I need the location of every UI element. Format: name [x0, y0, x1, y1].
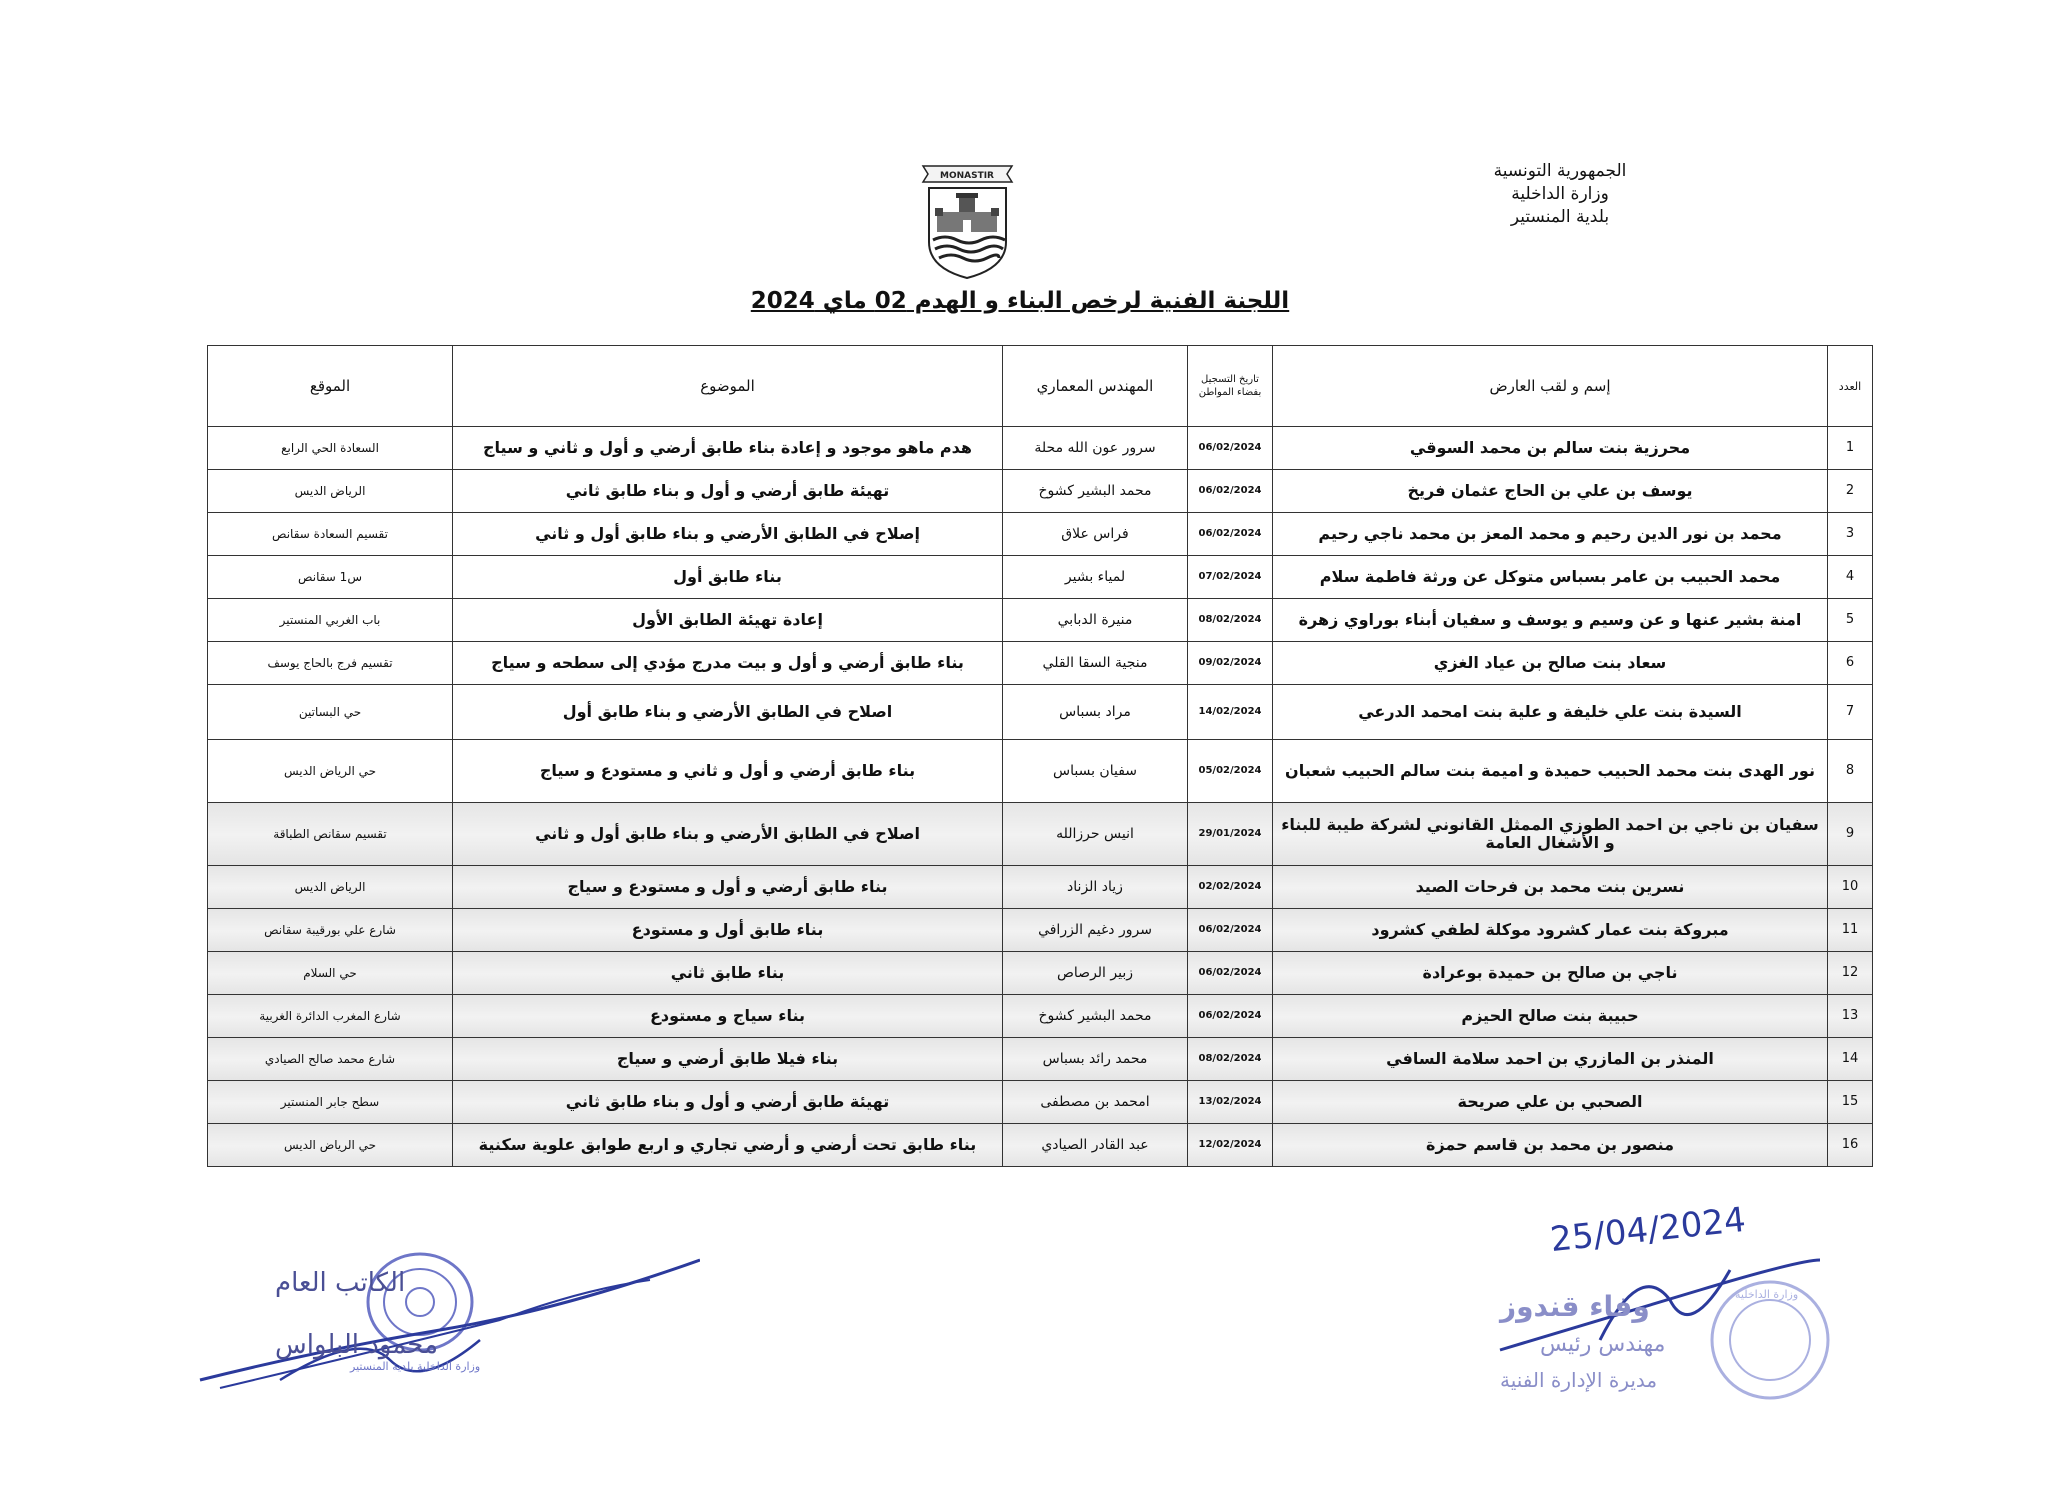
row-date: 14/02/2024	[1188, 685, 1273, 740]
row-applicant: ناجي بن صالح بن حميدة بوعرادة	[1273, 952, 1828, 995]
table-header-row	[208, 346, 1873, 427]
signature-left-title: الكاتب العام	[275, 1268, 406, 1298]
signature-left-stamp-text: وزارة الداخلية بلدية المنستير	[350, 1360, 481, 1373]
col-subject-header: الموضوع	[453, 346, 1003, 427]
row-number: 6	[1828, 642, 1873, 685]
row-location: تقسيم سقانص الطباقة	[208, 803, 453, 866]
row-engineer: زياد الزناد	[1003, 866, 1188, 909]
row-engineer: سرور عون الله محلة	[1003, 427, 1188, 470]
applications-table	[207, 345, 1873, 1167]
municipality-emblem	[915, 160, 1020, 280]
row-engineer: زبير الرصاص	[1003, 952, 1188, 995]
row-engineer: محمد البشير كشوخ	[1003, 995, 1188, 1038]
row-location: السعادة الحي الرابع	[208, 427, 453, 470]
row-applicant: محمد الحبيب بن عامر بسباس متوكل عن ورثة فاطمة سلام	[1273, 556, 1828, 599]
signature-right-role: مديرة الإدارة الفنية	[1500, 1368, 1658, 1392]
col-number-header: العدد	[1828, 346, 1873, 427]
row-date: 08/02/2024	[1188, 599, 1273, 642]
row-subject: تهيئة طابق أرضي و أول و بناء طابق ثاني	[453, 470, 1003, 513]
row-engineer: انيس حرزالله	[1003, 803, 1188, 866]
row-date: 06/02/2024	[1188, 995, 1273, 1038]
row-engineer: محمد رائد بسباس	[1003, 1038, 1188, 1081]
table-row	[208, 470, 1873, 513]
row-applicant: امنة بشير عنها و عن وسيم و يوسف و سفيان أبناء بوراوي زهرة	[1273, 599, 1828, 642]
row-location: تقسيم السعادة سقانص	[208, 513, 453, 556]
row-subject: بناء طابق أول و مستودع	[453, 909, 1003, 952]
row-number: 1	[1828, 427, 1873, 470]
row-applicant: الصحبي بن علي صريحة	[1273, 1081, 1828, 1124]
row-engineer: لمياء بشير	[1003, 556, 1188, 599]
row-subject: بناء طابق أرضي و أول و ثاني و مستودع و سياج	[453, 740, 1003, 803]
table-row	[208, 1038, 1873, 1081]
col-applicant-header: إسم و لقب العارض	[1273, 346, 1828, 427]
table-row	[208, 427, 1873, 470]
row-location: س1 سقانص	[208, 556, 453, 599]
row-number: 9	[1828, 803, 1873, 866]
row-applicant: سفيان بن ناجي بن احمد الطوزي الممثل القانوني لشركة طيبة للبناء و الأشغال العامة	[1273, 803, 1828, 866]
signature-right-stamp-text: وزارة الداخلية	[1735, 1288, 1799, 1301]
row-engineer: فراس علاق	[1003, 513, 1188, 556]
row-location: شارع علي بورقيبة سقانص	[208, 909, 453, 952]
row-subject: اصلاح في الطابق الأرضي و بناء طابق أول	[453, 685, 1003, 740]
row-subject: اصلاح في الطابق الأرضي و بناء طابق أول و ثاني	[453, 803, 1003, 866]
table-row	[208, 803, 1873, 866]
row-location: حي السلام	[208, 952, 453, 995]
row-date: 06/02/2024	[1188, 427, 1273, 470]
row-location: تقسيم فرج بالحاج يوسف	[208, 642, 453, 685]
row-applicant: محرزية بنت سالم بن محمد السوقي	[1273, 427, 1828, 470]
row-subject: إصلاح في الطابق الأرضي و بناء طابق أول و ثاني	[453, 513, 1003, 556]
header-municipality: بلدية المنستير	[1510, 207, 1610, 227]
applications-table-wrap	[207, 345, 1872, 1167]
header-block	[1440, 160, 1680, 229]
row-number: 15	[1828, 1081, 1873, 1124]
row-location: حي الرياض الديس	[208, 1124, 453, 1167]
row-subject: بناء طابق أول	[453, 556, 1003, 599]
row-applicant: نور الهدى بنت محمد الحبيب حميدة و اميمة بنت سالم الحبيب شعبان	[1273, 740, 1828, 803]
row-engineer: سرور دغيم الزرافي	[1003, 909, 1188, 952]
row-subject: بناء طابق أرضي و أول و مستودع و سياج	[453, 866, 1003, 909]
row-subject: بناء سياج و مستودع	[453, 995, 1003, 1038]
row-date: 06/02/2024	[1188, 470, 1273, 513]
table-row	[208, 740, 1873, 803]
row-engineer: منجية السقا القلي	[1003, 642, 1188, 685]
row-date: 29/01/2024	[1188, 803, 1273, 866]
table-row	[208, 642, 1873, 685]
table-row	[208, 1081, 1873, 1124]
row-number: 10	[1828, 866, 1873, 909]
row-location: حي البساتين	[208, 685, 453, 740]
secretary-general-signature	[180, 1230, 700, 1410]
stamp-seal-icon	[180, 1230, 700, 1410]
table-row	[208, 909, 1873, 952]
row-date: 06/02/2024	[1188, 909, 1273, 952]
row-subject: إعادة تهيئة الطابق الأول	[453, 599, 1003, 642]
row-number: 12	[1828, 952, 1873, 995]
table-row	[208, 995, 1873, 1038]
svg-text:MONASTIR: MONASTIR	[939, 171, 995, 181]
row-subject: بناء فيلا طابق أرضي و سياج	[453, 1038, 1003, 1081]
row-number: 7	[1828, 685, 1873, 740]
table-row	[208, 599, 1873, 642]
row-number: 13	[1828, 995, 1873, 1038]
row-number: 16	[1828, 1124, 1873, 1167]
row-subject: تهيئة طابق أرضي و أول و بناء طابق ثاني	[453, 1081, 1003, 1124]
row-applicant: حبيبة بنت صالح الحيزم	[1273, 995, 1828, 1038]
row-location: شارع محمد صالح الصيادي	[208, 1038, 453, 1081]
row-number: 14	[1828, 1038, 1873, 1081]
emblem-icon	[915, 160, 1020, 280]
col-date-header: تاريخ التسجيل بفضاء المواطن	[1188, 346, 1273, 427]
row-engineer: مراد بسباس	[1003, 685, 1188, 740]
row-date: 09/02/2024	[1188, 642, 1273, 685]
table-row	[208, 556, 1873, 599]
row-location: باب الغربي المنستير	[208, 599, 453, 642]
row-applicant: السيدة بنت علي خليفة و علية بنت امحمد الدرعي	[1273, 685, 1828, 740]
row-location: شارع المغرب الدائرة الغربية	[208, 995, 453, 1038]
signature-right-date: 25/04/2024	[1548, 1199, 1748, 1261]
row-date: 08/02/2024	[1188, 1038, 1273, 1081]
row-engineer: محمد البشير كشوخ	[1003, 470, 1188, 513]
row-applicant: نسرين بنت محمد بن فرحات الصيد	[1273, 866, 1828, 909]
row-date: 02/02/2024	[1188, 866, 1273, 909]
row-number: 3	[1828, 513, 1873, 556]
row-engineer: امحمد بن مصطفى	[1003, 1081, 1188, 1124]
row-subject: بناء طابق ثاني	[453, 952, 1003, 995]
row-subject: هدم ماهو موجود و إعادة بناء طابق أرضي و أول و ثاني و سياج	[453, 427, 1003, 470]
col-location-header: الموقع	[208, 346, 453, 427]
row-subject: بناء طابق أرضي و أول و بيت مدرج مؤدي إلى سطحه و سياج	[453, 642, 1003, 685]
table-row	[208, 685, 1873, 740]
row-engineer: عبد القادر الصيادي	[1003, 1124, 1188, 1167]
row-location: حي الرياض الديس	[208, 740, 453, 803]
row-location: الرياض الديس	[208, 470, 453, 513]
page-title: اللجنة الفنية لرخص البناء و الهدم 02 ماي 2024	[750, 288, 1290, 314]
row-number: 2	[1828, 470, 1873, 513]
row-date: 12/02/2024	[1188, 1124, 1273, 1167]
row-engineer: منيرة الدبابي	[1003, 599, 1188, 642]
row-number: 5	[1828, 599, 1873, 642]
signature-right-name: وفاء قندوز	[1500, 1290, 1650, 1323]
row-location: الرياض الديس	[208, 866, 453, 909]
row-location: سطح جابر المنستير	[208, 1081, 453, 1124]
row-date: 13/02/2024	[1188, 1081, 1273, 1124]
table-row	[208, 513, 1873, 556]
row-applicant: المنذر بن المازري بن احمد سلامة السافي	[1273, 1038, 1828, 1081]
header-country: الجمهورية التونسية	[1493, 161, 1627, 181]
table-row	[208, 866, 1873, 909]
row-date: 05/02/2024	[1188, 740, 1273, 803]
row-applicant: مبروكة بنت عمار كشرود موكلة لطفي كشرود	[1273, 909, 1828, 952]
row-applicant: سعاد بنت صالح بن عياد الغزي	[1273, 642, 1828, 685]
header-ministry: وزارة الداخلية	[1511, 184, 1609, 204]
col-engineer-header: المهندس المعماري	[1003, 346, 1188, 427]
row-date: 07/02/2024	[1188, 556, 1273, 599]
row-number: 4	[1828, 556, 1873, 599]
row-applicant: منصور بن محمد بن قاسم حمزة	[1273, 1124, 1828, 1167]
table-row	[208, 952, 1873, 995]
row-date: 06/02/2024	[1188, 952, 1273, 995]
table-row	[208, 1124, 1873, 1167]
signature-left-name: محمود البلواس	[275, 1330, 439, 1360]
signature-right-title: مهندس رئيس	[1540, 1332, 1666, 1357]
row-engineer: سفيان بسباس	[1003, 740, 1188, 803]
row-number: 8	[1828, 740, 1873, 803]
chief-engineer-signature	[1480, 1200, 1830, 1420]
row-number: 11	[1828, 909, 1873, 952]
row-subject: بناء طابق تحت أرضي و أرضي تجاري و اربع طوابق علوية سكنية	[453, 1124, 1003, 1167]
row-applicant: يوسف بن علي بن الحاج عثمان فريخ	[1273, 470, 1828, 513]
row-applicant: محمد بن نور الدين رحيم و محمد المعز بن محمد ناجي رحيم	[1273, 513, 1828, 556]
row-date: 06/02/2024	[1188, 513, 1273, 556]
